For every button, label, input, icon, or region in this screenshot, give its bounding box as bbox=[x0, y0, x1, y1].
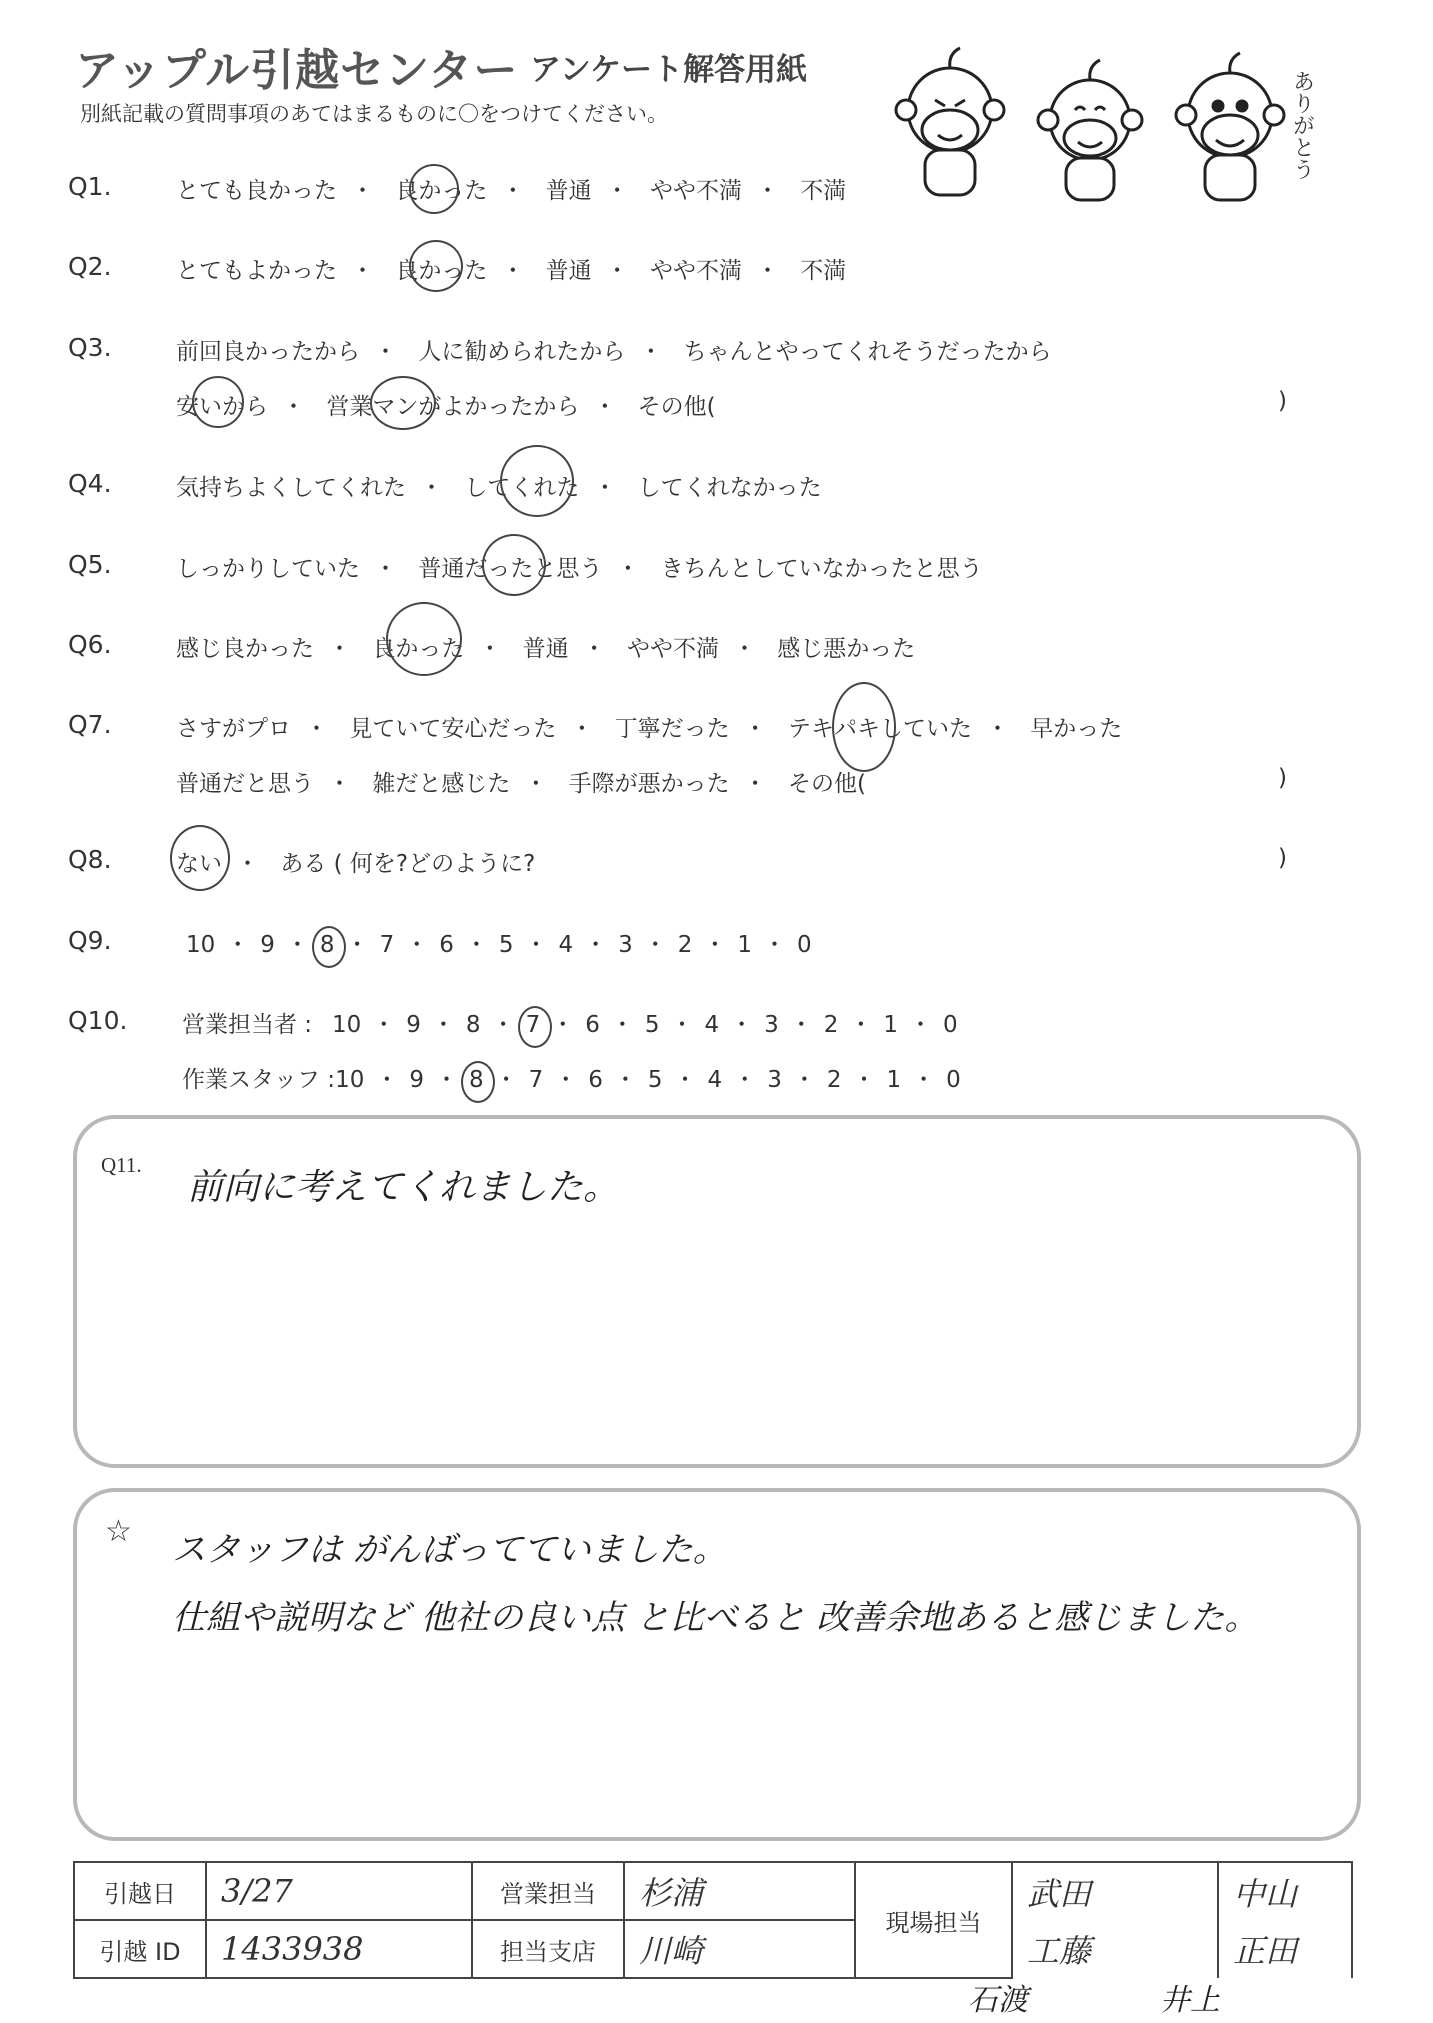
q2-option[interactable]: とてもよかった bbox=[176, 258, 337, 284]
q7-option[interactable]: 普通だと思う bbox=[176, 771, 314, 797]
q6-option[interactable]: 感じ良かった bbox=[176, 636, 314, 662]
q3-option-other[interactable]: その他( bbox=[637, 394, 716, 420]
separator-dot: ・ bbox=[375, 1067, 399, 1093]
q7-option[interactable]: さすがプロ bbox=[176, 716, 291, 742]
q4-options: 気持ちよくしてくれた ・ してくれた ・ してくれなかった bbox=[176, 469, 822, 502]
instruction-text: 別紙記載の質問事項のあてはまるものに〇をつけてください。 bbox=[80, 102, 668, 126]
q2-option-selected[interactable]: 良かった bbox=[395, 252, 487, 285]
comment-box[interactable] bbox=[73, 1488, 1361, 1841]
q5-options: しっかりしていた ・ 普通だったと思う ・ きちんとしていなかったと思う bbox=[176, 550, 983, 583]
form-subtitle: アンケート解答用紙 bbox=[530, 52, 808, 88]
selection-circle bbox=[461, 1061, 495, 1103]
q6-option[interactable]: やや不満 bbox=[626, 636, 719, 662]
q9-score-option[interactable]: 10 bbox=[186, 932, 216, 958]
q3-option-selected[interactable]: 営業マンがよかったから bbox=[326, 388, 579, 421]
q10-staff-score-option[interactable]: 5 bbox=[647, 1067, 663, 1093]
q1-option[interactable]: とても良かった bbox=[176, 178, 337, 204]
selection-circle bbox=[482, 534, 546, 596]
separator-dot: ・ bbox=[464, 932, 488, 958]
q8-option-selected[interactable]: ない bbox=[176, 845, 222, 878]
q5-option[interactable]: きちんとしていなかったと思う bbox=[660, 556, 983, 582]
star-icon: ☆ bbox=[105, 1515, 132, 1548]
q7-options-line2: 普通だと思う ・ 雑だと感じた ・ 手際が悪かった ・ その他( bbox=[176, 765, 866, 798]
separator-dot: ・ bbox=[849, 1012, 873, 1038]
site-staff-3: 工藤 bbox=[1012, 1920, 1218, 1978]
q10-staff-score-option[interactable]: 2 bbox=[826, 1067, 842, 1093]
q10-staff-scale bbox=[182, 1061, 961, 1094]
q10-staff-score-option[interactable]: 8 bbox=[468, 1067, 484, 1093]
q6-options: 感じ良かった ・ 良かった ・ 普通 ・ やや不満 ・ 感じ悪かった bbox=[176, 630, 915, 663]
selection-circle bbox=[192, 376, 244, 428]
separator-dot: ・ bbox=[763, 932, 787, 958]
separator-dot: ・ bbox=[285, 932, 309, 958]
q10-sales-scale bbox=[182, 1006, 958, 1039]
q10-staff-score-option[interactable]: 9 bbox=[409, 1067, 424, 1093]
q10-sales-score-option[interactable]: 5 bbox=[644, 1012, 660, 1038]
q6-option[interactable]: 普通 bbox=[522, 636, 569, 662]
move-date-value: 3/27 bbox=[206, 1862, 472, 1920]
q2-label: Q2. bbox=[68, 252, 112, 281]
comment-line-1: スタッフは がんばってていました。 bbox=[172, 1530, 727, 1570]
site-staff-5: 石渡 bbox=[968, 1983, 1028, 2018]
q4-option-selected[interactable]: してくれた bbox=[464, 469, 579, 502]
q1-option[interactable]: やや不満 bbox=[649, 178, 742, 204]
q7-option-selected[interactable]: テキパキしていた bbox=[788, 710, 972, 743]
q10-staff-row-label: 作業スタッフ : bbox=[182, 1067, 336, 1093]
q9-score-option[interactable]: 5 bbox=[498, 932, 514, 958]
q11-label: Q11. bbox=[101, 1153, 142, 1177]
sales-rep-label: 営業担当 bbox=[472, 1862, 624, 1920]
selection-circle bbox=[518, 1006, 552, 1048]
move-id-value: 1433938 bbox=[206, 1920, 472, 1978]
q4-label: Q4. bbox=[68, 469, 112, 498]
form-title: アップル引越センター bbox=[75, 45, 519, 96]
q7-option[interactable]: 見ていて安心だった bbox=[349, 716, 557, 742]
separator-dot: ・ bbox=[912, 1067, 936, 1093]
q5-option-selected[interactable]: 普通だったと思う bbox=[418, 550, 602, 583]
q9-label: Q9. bbox=[68, 926, 112, 955]
q3-options-line1: 前回良かったから ・ 人に勧められたから ・ ちゃんとやってくれそうだったから bbox=[176, 333, 1052, 366]
selection-circle bbox=[409, 164, 459, 214]
selection-circle bbox=[170, 825, 230, 891]
q7-option[interactable]: 手際が悪かった bbox=[568, 771, 730, 797]
separator-dot: ・ bbox=[551, 1012, 575, 1038]
q1-options: とても良かった ・ 良かった ・ 普通 ・ やや不満 ・ 不満 bbox=[176, 172, 846, 205]
q10-sales-score-option[interactable]: 4 bbox=[704, 1012, 720, 1038]
q9-score-option[interactable]: 8 bbox=[319, 932, 335, 958]
q7-options-line1: さすがプロ ・ 見ていて安心だった ・ 丁寧だった ・ テキパキしていた ・ 早かった bbox=[176, 710, 1122, 743]
sales-rep-value: 杉浦 bbox=[624, 1862, 855, 1920]
q10-sales-row-label: 営業担当者 : bbox=[182, 1012, 313, 1038]
q1-option[interactable]: 不満 bbox=[800, 178, 847, 204]
q10-staff-score-option[interactable]: 4 bbox=[707, 1067, 723, 1093]
q1-option-selected[interactable]: 良かった bbox=[395, 172, 487, 205]
q9-score-option[interactable]: 2 bbox=[677, 932, 693, 958]
separator-dot: ・ bbox=[584, 932, 608, 958]
q10-staff-score-option[interactable]: 7 bbox=[528, 1067, 544, 1093]
separator-dot: ・ bbox=[554, 1067, 578, 1093]
q6-label: Q6. bbox=[68, 630, 112, 659]
site-staff-6: 井上 bbox=[1160, 1983, 1220, 2018]
separator-dot: ・ bbox=[730, 1012, 754, 1038]
selection-circle bbox=[386, 602, 462, 676]
q9-score-option[interactable]: 1 bbox=[737, 932, 753, 958]
q7-option-other[interactable]: その他( bbox=[787, 771, 866, 797]
q10-sales-score-option[interactable]: 0 bbox=[943, 1012, 958, 1038]
q2-option[interactable]: 普通 bbox=[545, 258, 592, 284]
q7-option[interactable]: 早かった bbox=[1030, 716, 1123, 742]
q8-options: ない ・ ある ( 何を?どのように? bbox=[176, 845, 535, 878]
q9-score-option[interactable]: 7 bbox=[379, 932, 395, 958]
q10-sales-score-option[interactable]: 10 bbox=[332, 1012, 362, 1038]
site-staff-4: 正田 bbox=[1218, 1920, 1352, 1978]
separator-dot: ・ bbox=[673, 1067, 697, 1093]
q10-staff-score-option[interactable]: 1 bbox=[886, 1067, 902, 1093]
q10-sales-score-option[interactable]: 1 bbox=[883, 1012, 899, 1038]
separator-dot: ・ bbox=[643, 932, 667, 958]
separator-dot: ・ bbox=[434, 1067, 458, 1093]
q10-staff-score-option[interactable]: 3 bbox=[767, 1067, 782, 1093]
separator-dot: ・ bbox=[524, 932, 548, 958]
q10-sales-score-option[interactable]: 3 bbox=[764, 1012, 779, 1038]
separator-dot: ・ bbox=[792, 1067, 816, 1093]
q3-option-selected[interactable]: 安いから bbox=[176, 388, 268, 421]
q10-sales-score-option[interactable]: 9 bbox=[406, 1012, 421, 1038]
site-rep-label: 現場担当 bbox=[855, 1862, 1012, 1978]
q3-option[interactable]: 前回良かったから bbox=[176, 339, 360, 365]
move-id-label: 引越 ID bbox=[74, 1920, 206, 1978]
q6-option[interactable]: 感じ悪かった bbox=[777, 636, 916, 662]
q6-option-selected[interactable]: 良かった bbox=[372, 630, 464, 663]
q11-handwritten-answer: 前向に考えてくれました。 bbox=[187, 1167, 620, 1208]
q3-label: Q3. bbox=[68, 333, 112, 362]
q7-option[interactable]: 丁寧だった bbox=[614, 716, 730, 742]
selection-circle bbox=[500, 445, 574, 517]
q8-label: Q8. bbox=[68, 845, 112, 874]
q5-label: Q5. bbox=[68, 550, 112, 579]
footer-info-table bbox=[73, 1861, 1353, 1979]
q9-scale bbox=[186, 926, 812, 959]
monkey-mascots-illustration bbox=[890, 40, 1330, 215]
selection-circle bbox=[370, 376, 436, 430]
separator-dot: ・ bbox=[789, 1012, 813, 1038]
selection-circle bbox=[409, 240, 463, 292]
q5-option[interactable]: しっかりしていた bbox=[176, 556, 360, 582]
q10-staff-score-option[interactable]: 10 bbox=[335, 1067, 365, 1093]
q2-options: とてもよかった ・ 良かった ・ 普通 ・ やや不満 ・ 不満 bbox=[176, 252, 846, 285]
separator-dot: ・ bbox=[852, 1067, 876, 1093]
q11-answer-box[interactable] bbox=[73, 1115, 1361, 1468]
q9-score-option[interactable]: 0 bbox=[797, 932, 812, 958]
q1-option[interactable]: 普通 bbox=[545, 178, 592, 204]
site-staff-2: 中山 bbox=[1218, 1862, 1352, 1920]
q3-option[interactable]: 人に勧められたから bbox=[418, 339, 626, 365]
thanks-text: ありがとう bbox=[1289, 70, 1315, 180]
q3-options-line2: 安いから ・ 営業マンがよかったから ・ その他( bbox=[176, 388, 716, 421]
close-paren: ) bbox=[1278, 845, 1287, 871]
q1-label: Q1. bbox=[68, 172, 112, 201]
q10-sales-score-option[interactable]: 2 bbox=[823, 1012, 839, 1038]
q9-score-option[interactable]: 3 bbox=[618, 932, 633, 958]
q10-label: Q10. bbox=[68, 1006, 128, 1035]
q9-score-option[interactable]: 9 bbox=[260, 932, 275, 958]
separator-dot: ・ bbox=[372, 1012, 396, 1038]
monkey-mascot-icon bbox=[1038, 60, 1142, 200]
separator-dot: ・ bbox=[613, 1067, 637, 1093]
q10-staff-score-option[interactable]: 0 bbox=[946, 1067, 961, 1093]
branch-value: 川崎 bbox=[624, 1920, 855, 1978]
q4-option[interactable]: 気持ちよくしてくれた bbox=[176, 475, 406, 501]
q9-score-option[interactable]: 4 bbox=[558, 932, 574, 958]
q2-option[interactable]: 不満 bbox=[800, 258, 847, 284]
q7-option[interactable]: 雑だと感じた bbox=[372, 771, 511, 797]
monkey-mascot-icon bbox=[896, 48, 1004, 195]
separator-dot: ・ bbox=[494, 1067, 518, 1093]
q10-sales-score-option[interactable]: 7 bbox=[525, 1012, 541, 1038]
separator-dot: ・ bbox=[909, 1012, 933, 1038]
separator-dot: ・ bbox=[670, 1012, 694, 1038]
q10-sales-score-option[interactable]: 6 bbox=[585, 1012, 600, 1038]
q7-label: Q7. bbox=[68, 710, 112, 739]
monkey-mascot-icon bbox=[1176, 53, 1284, 200]
q8-option-other[interactable]: ある ( 何を?どのように? bbox=[280, 851, 536, 877]
separator-dot: ・ bbox=[226, 932, 250, 958]
close-paren: ) bbox=[1278, 388, 1287, 414]
selection-circle bbox=[312, 926, 346, 968]
q4-option[interactable]: してくれなかった bbox=[637, 475, 822, 501]
separator-dot: ・ bbox=[345, 932, 369, 958]
separator-dot: ・ bbox=[431, 1012, 455, 1038]
q10-staff-score-option[interactable]: 6 bbox=[588, 1067, 603, 1093]
q10-sales-score-option[interactable]: 8 bbox=[465, 1012, 481, 1038]
q3-option[interactable]: ちゃんとやってくれそうだったから bbox=[683, 339, 1052, 365]
comment-line-2: 仕組や説明など 他社の良い点 と比べると 改善余地あると感じました。 bbox=[172, 1598, 1259, 1638]
site-staff-1: 武田 bbox=[1012, 1862, 1218, 1920]
move-date-label: 引越日 bbox=[74, 1862, 206, 1920]
selection-circle bbox=[832, 682, 896, 772]
q9-score-option[interactable]: 6 bbox=[439, 932, 454, 958]
q2-option[interactable]: やや不満 bbox=[649, 258, 742, 284]
close-paren: ) bbox=[1278, 765, 1287, 791]
separator-dot: ・ bbox=[491, 1012, 515, 1038]
separator-dot: ・ bbox=[733, 1067, 757, 1093]
separator-dot: ・ bbox=[703, 932, 727, 958]
separator-dot: ・ bbox=[405, 932, 429, 958]
separator-dot: ・ bbox=[610, 1012, 634, 1038]
branch-label: 担当支店 bbox=[472, 1920, 624, 1978]
